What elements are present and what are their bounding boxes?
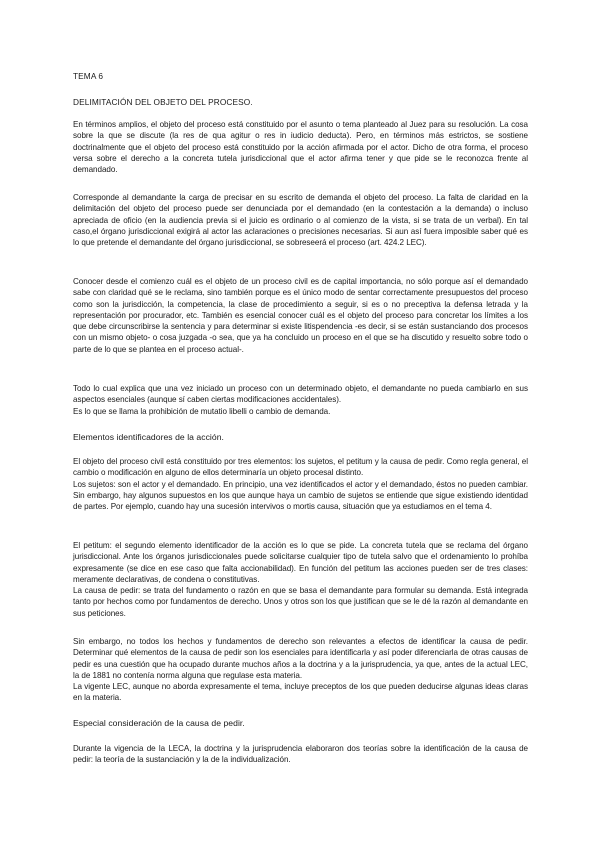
- paragraph-line: Los sujetos: son el actor y el demandado. En principio, una vez identificados el actor y el demandado, éstos no pueden cambiar. Sin embargo, hay algunos supuestos en los que aunque haya un cambio de sujetos se entiende que sigue existiendo identidad de partes. Por ejemplo, cuando hay una sucesión intervivos o mortis causa, situación que ya estudiamos en el tema 4.: [73, 479, 528, 512]
- paragraph-petitum-causa: [73, 540, 528, 619]
- section-heading-causa-pedir: Especial consideración de la causa de pedir.: [73, 718, 245, 728]
- document-title: DELIMITACIÓN DEL OBJETO DEL PROCESO.: [73, 97, 253, 107]
- section-number: TEMA 6: [73, 71, 104, 81]
- paragraph-carga-demandante: Corresponde al demandante la carga de precisar en su escrito de demanda el objeto del proceso. La falta de claridad en la delimitación del objeto del proceso puede ser denunciada por el demandado (en la contestación a la demanda) o incluso apreciada de oficio (en la audiencia previa si el juicio es ordinario o al comienzo de la vista, si se trata de un verbal). En tal caso,el órgano jurisdiccional exigirá al actor las aclaraciones o precisiones necesarias. Si aun así fuera imposible saber qué es lo que pretende el demandante del órgano jurisdiccional, se sobreseerá el proceso (art. 424.2 LEC).: [73, 193, 528, 248]
- paragraph-elementos: [73, 456, 528, 512]
- paragraph-importancia-objeto: Conocer desde el comienzo cuál es el objeto de un proceso civil es de capital importancia, no sólo porque así el demandado sabe con claridad qué se le reclama, sino también porque es el único modo de sentar correctamente presupuestos del proceso como son la jurisdicción, la competencia, la clase de procedimiento a seguir, si es o no preceptiva la defensa letrada y la representación por procurador, etc. También es esencial conocer cuál es el objeto del proceso para concretar los límites a los que debe circunscribirse la sentencia y para determinar si existe litispendencia -es decir, si se están sustanciando dos procesos con un mismo objeto- o cosa juzgada -o sea, que ya ha concluido un proceso en el que se ha discutido y resuelto sobre todo o parte de lo que se plantea en el proceso actual-.: [73, 277, 528, 354]
- paragraph-line: Sin embargo, no todos los hechos y fundamentos de derecho son relevantes a efectos de identificar la causa de pedir. Determinar qué elementos de la causa de pedir son los esenciales para identificarla y así poder diferenciarla de otras causas de pedir es una cuestión que ha ocupado durante muchos años a la doctrina y a la jurisprudencia, ya que, antes de la actual LEC, la de 1881 no contenía norma alguna que regulase esta materia.: [73, 637, 528, 680]
- section-heading-elementos: Elementos identificadores de la acción.: [73, 432, 224, 442]
- paragraph-objeto-amplio: En términos amplios, el objeto del proceso está constituido por el asunto o tema planteado al Juez para su resolución. La cosa sobre la que se discute (la res de qua agitur o res in iudicio deducta). Pero, en términos más estrictos, se sostiene doctrinalmente que el objeto del proceso está constituido por la acción afirmada por el actor. Dicho de otra forma, el proceso versa sobre el derecho a la concreta tutela jurisdiccional que el actor afirma tener y que pide se le reconozca frente al demandado.: [73, 120, 528, 175]
- paragraph-line: La causa de pedir: se trata del fundamento o razón en que se basa el demandante para formular su demanda. Está integrada tanto por hechos como por fundamentos de derecho. Unos y otros son los que justifican que se le dé la razón al demandante en sus peticiones.: [73, 586, 528, 618]
- paragraph-teorias: Durante la vigencia de la LECA, la doctrina y la jurisprudencia elaboraron dos teorías sobre la identificación de la causa de pedir: la teoría de la sustanciación y la de la individualización.: [73, 744, 528, 765]
- paragraph-causa-relevancia: [73, 636, 528, 704]
- paragraph-line: Todo lo cual explica que una vez iniciado un proceso con un determinado objeto, el demandante no pueda cambiarlo en sus aspectos esenciales (aunque sí caben ciertas modificaciones accidentales).: [73, 384, 528, 405]
- paragraph-line: Es lo que se llama la prohibición de mutatio libelli o cambio de demanda.: [73, 406, 331, 416]
- paragraph-line: El petitum: el segundo elemento identificador de la acción es lo que se pide. La concreta tutela que se reclama del órgano jurisdiccional. Ante los órganos jurisdiccionales puede solicitarse cualquier tipo de tutela salvo que el ordenamiento lo prohíba expresamente (se dice en ese caso que falta accionabilidad). En función del petitum las acciones pueden ser de tres clases: meramente declarativas, de condena o constitutivas.: [73, 541, 528, 584]
- paragraph-line: El objeto del proceso civil está constituido por tres elementos: los sujetos, el petitum y la causa de pedir. Como regla general, el cambio o modificación en alguno de ellos determinaría un objeto procesal distinto.: [73, 457, 528, 478]
- paragraph-line: La vigente LEC, aunque no aborda expresamente el tema, incluye preceptos de los que pueden deducirse algunas ideas claras en la materia.: [73, 682, 528, 703]
- paragraph-mutatio-libelli: [73, 383, 528, 417]
